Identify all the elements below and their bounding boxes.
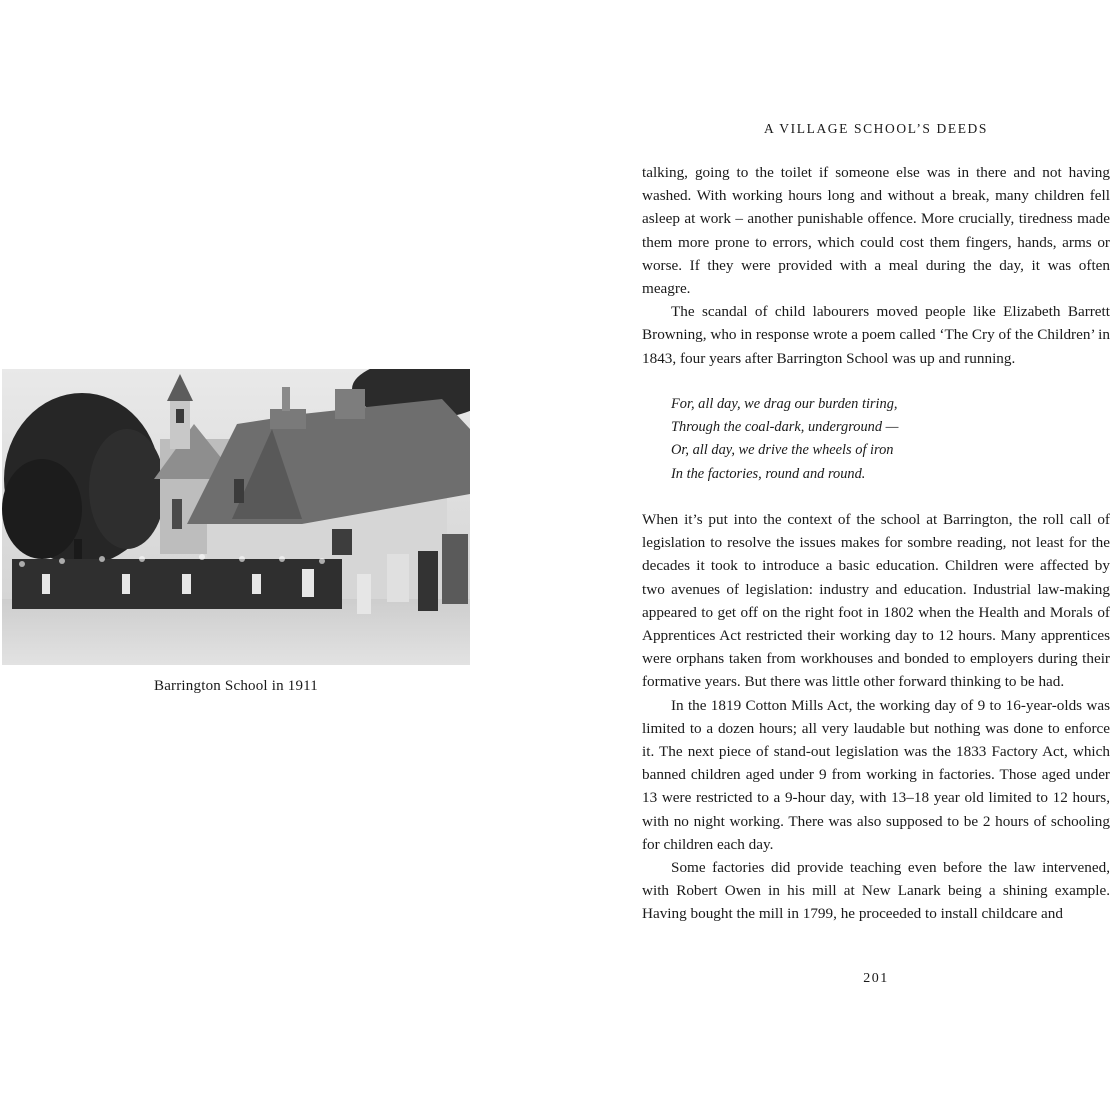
photo-caption: Barrington School in 1911 [153,678,319,694]
paragraph: Some factories did provide teaching even before the law intervened, with Robert Owen in his mill at New Lanark being a shining example. Having bought the mill in 1799, he proceeded to install childcare and [642,859,1110,923]
poem-line: For, all day, we drag our burden tiring, [671,396,898,412]
poem-excerpt [671,393,1101,486]
page-number: 201 [863,971,889,986]
body-text-after-poem [642,508,1110,926]
paragraph: When it’s put into the context of the school at Barrington, the roll call of legislation to resolve the issues makes for sombre reading, not least for the decades it took to introduce a basic education. Children were affected by two avenues of legislation: industry and education. Industrial law-making appeared to get off on the right foot in 1802 when the Health and Morals of Apprentices Act restricted their working day to 12 hours. Many apprentices were orphans taken from workhouses and bonded to employers during their formative years. But there was little other forward thinking to be had. [642,511,1110,691]
poem-line: In the factories, round and round. [671,465,866,482]
paragraph: The scandal of child labourers moved people like Elizabeth Barrett Browning, who in response wrote a poem called ‘The Cry of the Children’ in 1843, four years after Barrington School was up and running. [642,303,1110,367]
poem-line: Or, all day, we drive the wheels of iron [671,442,894,459]
running-head: A VILLAGE SCHOOL’S DEEDS [763,121,989,136]
barrington-school-photo [2,369,470,665]
poem-line: Through the coal-dark, underground — [671,419,899,436]
paragraph: In the 1819 Cotton Mills Act, the working day of 9 to 16-year-olds was limited to a dozen hours; all very laudable but nothing was done to enforce it. The next piece of stand-out legislation was the 1833 Factory Act, which banned children aged under 9 from working in factories. Those aged under 13 were restricted to a 9-hour day, with 13–18 year old limited to 12 hours, with no night working. There was also supposed to be 2 hours of schooling for children each day. [642,696,1110,853]
school-photo-illustration [2,369,470,665]
paragraph: talking, going to the toilet if someone else was in there and not having washed. With working hours long and without a break, many children fell asleep at work – another punishable offence. More crucially, tiredness made them more prone to errors, which could cost them fingers, hands, arms or worse. If they were provided with a meal during the day, it was often meagre. [642,164,1110,298]
body-text-before-poem [642,161,1110,370]
